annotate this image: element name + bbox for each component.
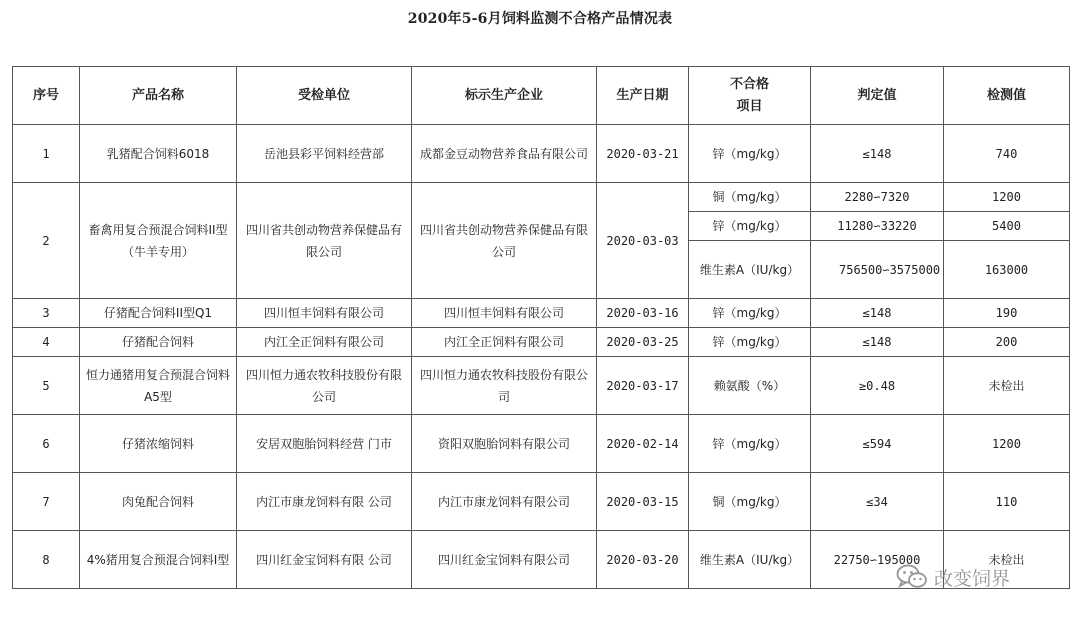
cell-maker: 四川恒力通农牧科技股份有限公司 <box>412 357 597 415</box>
cell-seq: 1 <box>13 125 80 183</box>
cell-item: 锌（mg/kg） <box>689 328 811 357</box>
header-inspected: 受检单位 <box>237 67 412 125</box>
cell-date: 2020-03-17 <box>597 357 689 415</box>
header-standard: 判定值 <box>811 67 944 125</box>
cell-inspected: 安居双胞胎饲料经营 门市 <box>237 415 412 473</box>
header-item-line1: 不合格 <box>729 76 769 92</box>
cell-date: 2020-03-25 <box>597 328 689 357</box>
cell-date: 2020-03-21 <box>597 125 689 183</box>
cell-seq: 4 <box>13 328 80 357</box>
cell-date: 2020-03-03 <box>597 183 689 299</box>
cell-standard: ≤34 <box>811 473 944 531</box>
cell-inspected: 岳池县彩平饲料经营部 <box>237 125 412 183</box>
page-title: 2020年5-6月饲料监测不合格产品情况表 <box>407 11 673 27</box>
cell-seq: 6 <box>13 415 80 473</box>
cell-product: 畜禽用复合预混合饲料II型（牛羊专用） <box>80 183 237 299</box>
cell-standard: ≤594 <box>811 415 944 473</box>
cell-measured: 5400 <box>944 212 1070 241</box>
cell-standard: 756500∽3575000 <box>811 241 944 299</box>
cell-item: 维生素A（IU/kg） <box>689 241 811 299</box>
cell-inspected: 四川红金宝饲料有限 公司 <box>237 531 412 589</box>
cell-standard: ≤148 <box>811 328 944 357</box>
watermark <box>896 563 1010 591</box>
cell-maker: 四川省共创动物营养保健品有限公司 <box>412 183 597 299</box>
cell-inspected: 四川省共创动物营养保健品有限公司 <box>237 183 412 299</box>
header-maker: 标示生产企业 <box>412 67 597 125</box>
cell-seq: 3 <box>13 299 80 328</box>
cell-maker: 资阳双胞胎饲料有限公司 <box>412 415 597 473</box>
cell-product: 乳猪配合饲料6018 <box>80 125 237 183</box>
cell-maker: 四川红金宝饲料有限公司 <box>412 531 597 589</box>
cell-standard: 22750∽195000 <box>811 531 944 589</box>
cell-seq: 7 <box>13 473 80 531</box>
cell-product: 仔猪配合饲料II型Q1 <box>80 299 237 328</box>
cell-standard: ≥0.48 <box>811 357 944 415</box>
cell-measured: 740 <box>944 125 1070 183</box>
header-product: 产品名称 <box>80 67 237 125</box>
cell-measured: 未检出 <box>944 357 1070 415</box>
cell-item: 铜（mg/kg） <box>689 473 811 531</box>
cell-product: 仔猪浓缩饲料 <box>80 415 237 473</box>
header-date: 生产日期 <box>597 67 689 125</box>
cell-measured: 163000 <box>944 241 1070 299</box>
cell-seq: 8 <box>13 531 80 589</box>
cell-product: 4%猪用复合预混合饲料I型 <box>80 531 237 589</box>
table-row <box>13 473 1070 531</box>
table-row <box>13 328 1070 357</box>
cell-maker: 成都金豆动物营养食品有限公司 <box>412 125 597 183</box>
cell-standard: ≤148 <box>811 299 944 328</box>
unqualified-products-table <box>12 66 1070 589</box>
cell-item: 锌（mg/kg） <box>689 299 811 328</box>
cell-measured: 110 <box>944 473 1070 531</box>
cell-product: 恒力通猪用复合预混合饲料A5型 <box>80 357 237 415</box>
cell-item: 维生素A（IU/kg） <box>689 531 811 589</box>
table-row <box>13 125 1070 183</box>
cell-inspected: 四川恒力通农牧科技股份有限公司 <box>237 357 412 415</box>
cell-date: 2020-03-16 <box>597 299 689 328</box>
cell-seq: 2 <box>13 183 80 299</box>
cell-item: 铜（mg/kg） <box>689 183 811 212</box>
cell-date: 2020-02-14 <box>597 415 689 473</box>
cell-inspected: 内江全正饲料有限公司 <box>237 328 412 357</box>
cell-item: 赖氨酸（%） <box>689 357 811 415</box>
cell-inspected: 内江市康龙饲料有限 公司 <box>237 473 412 531</box>
header-item-line2: 项目 <box>736 98 763 114</box>
cell-standard: ≤148 <box>811 125 944 183</box>
table-row <box>13 415 1070 473</box>
cell-measured: 未检出 <box>944 531 1070 589</box>
cell-date: 2020-03-20 <box>597 531 689 589</box>
cell-measured: 200 <box>944 328 1070 357</box>
cell-item: 锌（mg/kg） <box>689 415 811 473</box>
cell-product: 肉兔配合饲料 <box>80 473 237 531</box>
cell-measured: 190 <box>944 299 1070 328</box>
header-item <box>689 67 811 125</box>
cell-measured: 1200 <box>944 415 1070 473</box>
cell-maker: 四川恒丰饲料有限公司 <box>412 299 597 328</box>
table-row <box>13 183 1070 212</box>
cell-standard: 2280∽7320 <box>811 183 944 212</box>
table-row <box>13 357 1070 415</box>
cell-date: 2020-03-15 <box>597 473 689 531</box>
cell-seq: 5 <box>13 357 80 415</box>
cell-measured: 1200 <box>944 183 1070 212</box>
cell-inspected: 四川恒丰饲料有限公司 <box>237 299 412 328</box>
cell-item: 锌（mg/kg） <box>689 125 811 183</box>
watermark-text: 改变饲界 <box>934 567 1011 590</box>
header-row <box>13 67 1070 125</box>
table-row <box>13 299 1070 328</box>
cell-maker: 内江市康龙饲料有限公司 <box>412 473 597 531</box>
header-seq: 序号 <box>13 67 80 125</box>
cell-product: 仔猪配合饲料 <box>80 328 237 357</box>
wechat-icon <box>896 563 928 591</box>
cell-item: 锌（mg/kg） <box>689 212 811 241</box>
header-measured: 检测值 <box>944 67 1070 125</box>
cell-maker: 内江全正饲料有限公司 <box>412 328 597 357</box>
cell-standard: 11280∽33220 <box>811 212 944 241</box>
